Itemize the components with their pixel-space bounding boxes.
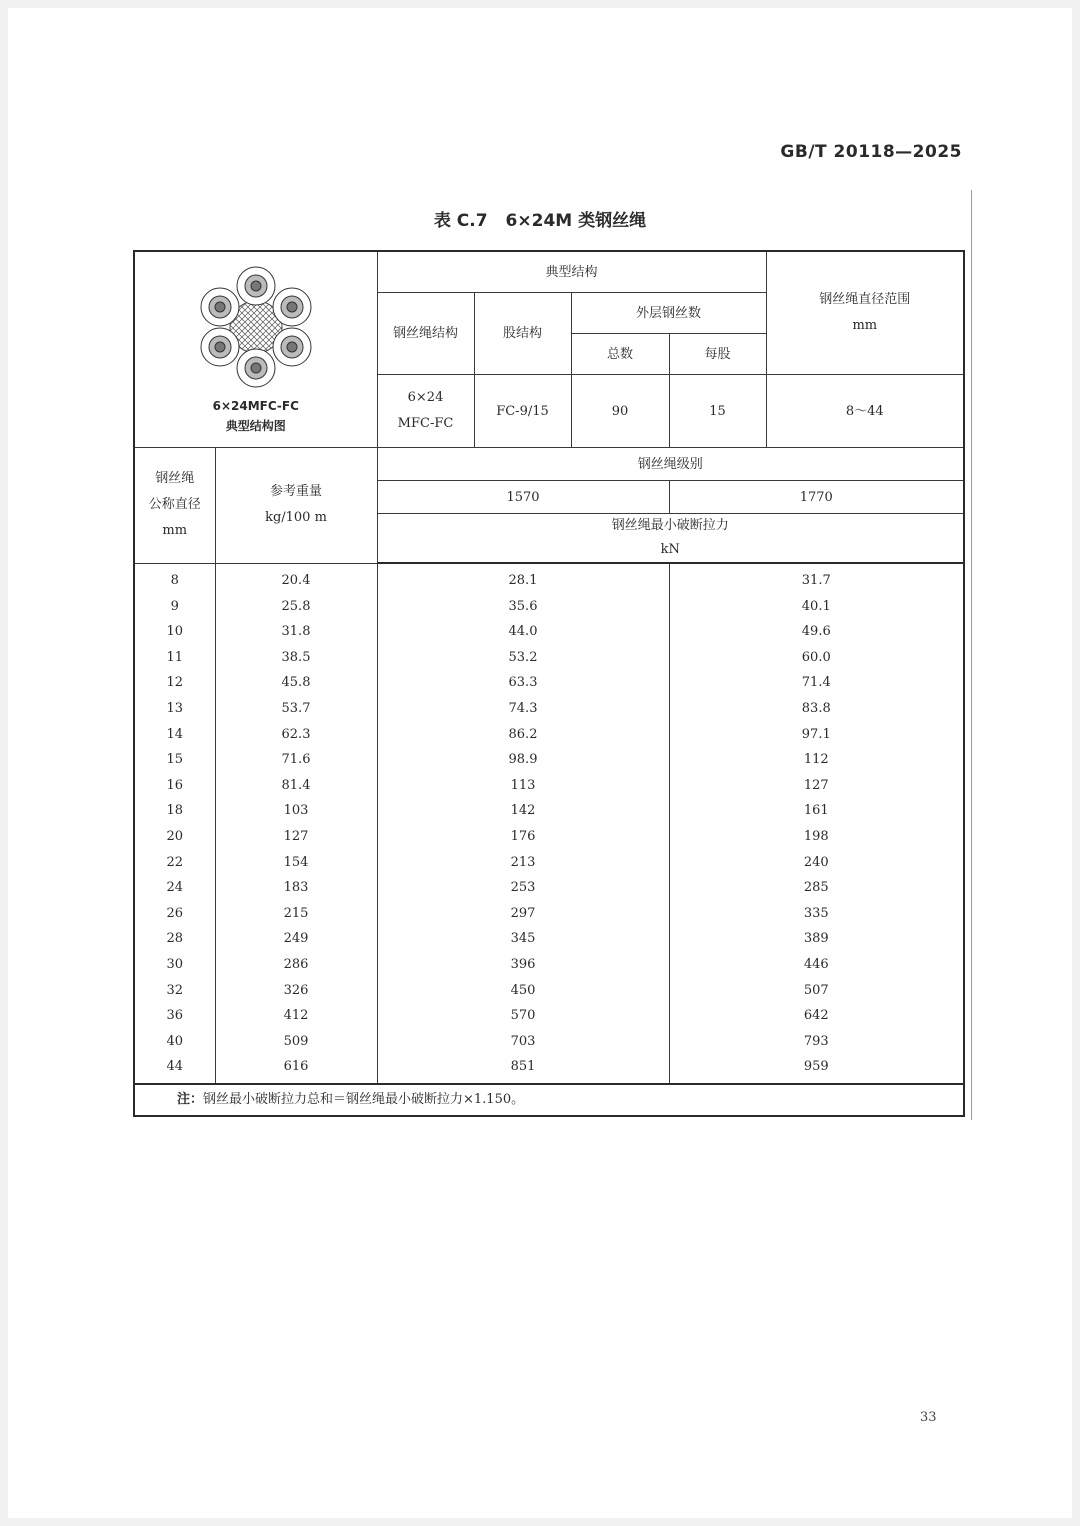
force-1570-cell: 703: [377, 1029, 669, 1055]
table-row: [134, 563, 964, 594]
force-1570-cell: 113: [377, 773, 669, 799]
force-1770-cell: 49.6: [669, 619, 964, 645]
breaking-force-unit: kN: [660, 542, 680, 557]
table-row: [134, 850, 964, 876]
force-1770-cell: 642: [669, 1003, 964, 1029]
total-value: 90: [571, 375, 669, 448]
force-1770-cell: 240: [669, 850, 964, 876]
ref-weight-cell: 509: [215, 1029, 377, 1055]
ref-weight-cell: 249: [215, 926, 377, 952]
rope-cross-section-icon: [200, 265, 312, 389]
force-1570-cell: 35.6: [377, 594, 669, 620]
data-rows: [134, 563, 964, 1084]
ref-weight-cell: 183: [215, 875, 377, 901]
grade-1570-header: 1570: [377, 481, 669, 514]
force-1570-cell: 851: [377, 1054, 669, 1084]
table-title: [8, 206, 1072, 231]
force-1570-cell: 253: [377, 875, 669, 901]
force-1770-cell: 97.1: [669, 722, 964, 748]
nominal-diameter-l1: 钢丝绳: [155, 471, 195, 487]
nominal-diameter-cell: 32: [134, 978, 215, 1004]
force-1770-cell: 161: [669, 798, 964, 824]
ref-weight-cell: 286: [215, 952, 377, 978]
nominal-diameter-cell: 22: [134, 850, 215, 876]
nominal-diameter-cell: 24: [134, 875, 215, 901]
table-row: [134, 773, 964, 799]
ref-weight-cell: 154: [215, 850, 377, 876]
note-label: 注：: [177, 1092, 204, 1108]
nominal-diameter-cell: 20: [134, 824, 215, 850]
diameter-range-value: 8～44: [766, 375, 964, 448]
nominal-diameter-cell: 18: [134, 798, 215, 824]
force-1770-cell: 389: [669, 926, 964, 952]
grade-header: 钢丝绳级别: [377, 448, 964, 481]
nominal-diameter-cell: 12: [134, 670, 215, 696]
page-number: 33: [920, 1410, 937, 1425]
force-1770-cell: 83.8: [669, 696, 964, 722]
nominal-diameter-cell: 28: [134, 926, 215, 952]
ref-weight-cell: 326: [215, 978, 377, 1004]
force-1570-cell: 44.0: [377, 619, 669, 645]
force-1570-cell: 396: [377, 952, 669, 978]
strand-structure-header: 股结构: [474, 293, 571, 375]
grade-1770-header: 1770: [669, 481, 964, 514]
diameter-range-header: [766, 251, 964, 375]
note-text: 钢丝最小破断拉力总和＝钢丝绳最小破断拉力×1.150。: [203, 1092, 525, 1108]
nominal-diameter-cell: 26: [134, 901, 215, 927]
force-1570-cell: 213: [377, 850, 669, 876]
table-row: [134, 594, 964, 620]
force-1770-cell: 60.0: [669, 645, 964, 671]
force-1570-cell: 53.2: [377, 645, 669, 671]
ref-weight-cell: 616: [215, 1054, 377, 1084]
margin-rule: [971, 190, 972, 1120]
ref-weight-cell: 81.4: [215, 773, 377, 799]
ref-weight-unit: kg/100 m: [265, 510, 327, 526]
document-page: [8, 8, 1072, 1518]
force-1770-cell: 507: [669, 978, 964, 1004]
force-1770-cell: 285: [669, 875, 964, 901]
nominal-diameter-cell: 44: [134, 1054, 215, 1084]
rope-spec-table: [133, 250, 965, 1117]
per-strand-value: 15: [669, 375, 766, 448]
nominal-diameter-cell: 16: [134, 773, 215, 799]
diagram-caption: 典型结构图: [225, 419, 286, 433]
force-1770-cell: 40.1: [669, 594, 964, 620]
table-row: [134, 619, 964, 645]
rope-structure-line2: MFC-FC: [397, 416, 454, 431]
ref-weight-cell: 20.4: [215, 563, 377, 594]
nominal-diameter-cell: 11: [134, 645, 215, 671]
outer-wires-header: 外层钢丝数: [571, 293, 766, 334]
force-1770-cell: 446: [669, 952, 964, 978]
breaking-force-header: [377, 514, 964, 564]
ref-weight-cell: 215: [215, 901, 377, 927]
table-row: [134, 1003, 964, 1029]
force-1770-cell: 959: [669, 1054, 964, 1084]
nominal-diameter-cell: 10: [134, 619, 215, 645]
table-title-text: 6×24M 类钢丝绳: [505, 211, 647, 231]
table-row: [134, 926, 964, 952]
nominal-diameter-l2: 公称直径: [148, 497, 201, 513]
diameter-range-unit: mm: [852, 318, 878, 333]
rope-structure-value: [377, 375, 474, 448]
table-note: [134, 1084, 964, 1116]
strand-structure-value: FC-9/15: [474, 375, 571, 448]
ref-weight-cell: 53.7: [215, 696, 377, 722]
table-row: [134, 747, 964, 773]
force-1570-cell: 345: [377, 926, 669, 952]
rope-structure-line1: 6×24: [407, 390, 444, 405]
ref-weight-cell: 71.6: [215, 747, 377, 773]
nominal-diameter-cell: 13: [134, 696, 215, 722]
ref-weight-cell: 45.8: [215, 670, 377, 696]
table-number: 表 C.7: [433, 211, 488, 231]
breaking-force-label: 钢丝绳最小破断拉力: [611, 518, 729, 533]
force-1770-cell: 112: [669, 747, 964, 773]
ref-weight-cell: 38.5: [215, 645, 377, 671]
ref-weight-header: [215, 448, 377, 564]
force-1570-cell: 28.1: [377, 563, 669, 594]
total-header: 总数: [571, 334, 669, 375]
table-row: [134, 696, 964, 722]
table-row: [134, 798, 964, 824]
table-row: [134, 901, 964, 927]
table-row: [134, 1029, 964, 1055]
nominal-diameter-cell: 30: [134, 952, 215, 978]
diagram-cell: [134, 251, 377, 448]
force-1770-cell: 198: [669, 824, 964, 850]
nominal-diameter-header: [134, 448, 215, 564]
ref-weight-label: 参考重量: [269, 484, 322, 500]
force-1570-cell: 297: [377, 901, 669, 927]
table-row: [134, 722, 964, 748]
ref-weight-cell: 127: [215, 824, 377, 850]
table-row: [134, 645, 964, 671]
diameter-range-label: 钢丝绳直径范围: [819, 292, 911, 307]
force-1770-cell: 793: [669, 1029, 964, 1055]
force-1570-cell: 86.2: [377, 722, 669, 748]
force-1770-cell: 71.4: [669, 670, 964, 696]
table-row: [134, 875, 964, 901]
table-row: [134, 670, 964, 696]
nominal-diameter-cell: 15: [134, 747, 215, 773]
rope-structure-header: 钢丝绳结构: [377, 293, 474, 375]
force-1570-cell: 570: [377, 1003, 669, 1029]
ref-weight-cell: 412: [215, 1003, 377, 1029]
nominal-diameter-cell: 14: [134, 722, 215, 748]
ref-weight-cell: 25.8: [215, 594, 377, 620]
per-strand-header: 每股: [669, 334, 766, 375]
force-1770-cell: 127: [669, 773, 964, 799]
ref-weight-cell: 103: [215, 798, 377, 824]
force-1570-cell: 74.3: [377, 696, 669, 722]
nominal-diameter-unit: mm: [162, 523, 188, 539]
force-1570-cell: 176: [377, 824, 669, 850]
nominal-diameter-cell: 36: [134, 1003, 215, 1029]
force-1770-cell: 335: [669, 901, 964, 927]
force-1570-cell: 450: [377, 978, 669, 1004]
typical-structure-header: 典型结构: [377, 251, 766, 293]
nominal-diameter-cell: 8: [134, 563, 215, 594]
force-1570-cell: 98.9: [377, 747, 669, 773]
ref-weight-cell: 31.8: [215, 619, 377, 645]
nominal-diameter-cell: 40: [134, 1029, 215, 1055]
force-1770-cell: 31.7: [669, 563, 964, 594]
table-row: [134, 1054, 964, 1084]
force-1570-cell: 142: [377, 798, 669, 824]
table-row: [134, 978, 964, 1004]
nominal-diameter-cell: 9: [134, 594, 215, 620]
ref-weight-cell: 62.3: [215, 722, 377, 748]
force-1570-cell: 63.3: [377, 670, 669, 696]
table-row: [134, 824, 964, 850]
standard-code: GB/T 20118—2025: [780, 142, 962, 162]
diagram-name: 6×24MFC-FC: [212, 399, 299, 413]
table-row: [134, 952, 964, 978]
